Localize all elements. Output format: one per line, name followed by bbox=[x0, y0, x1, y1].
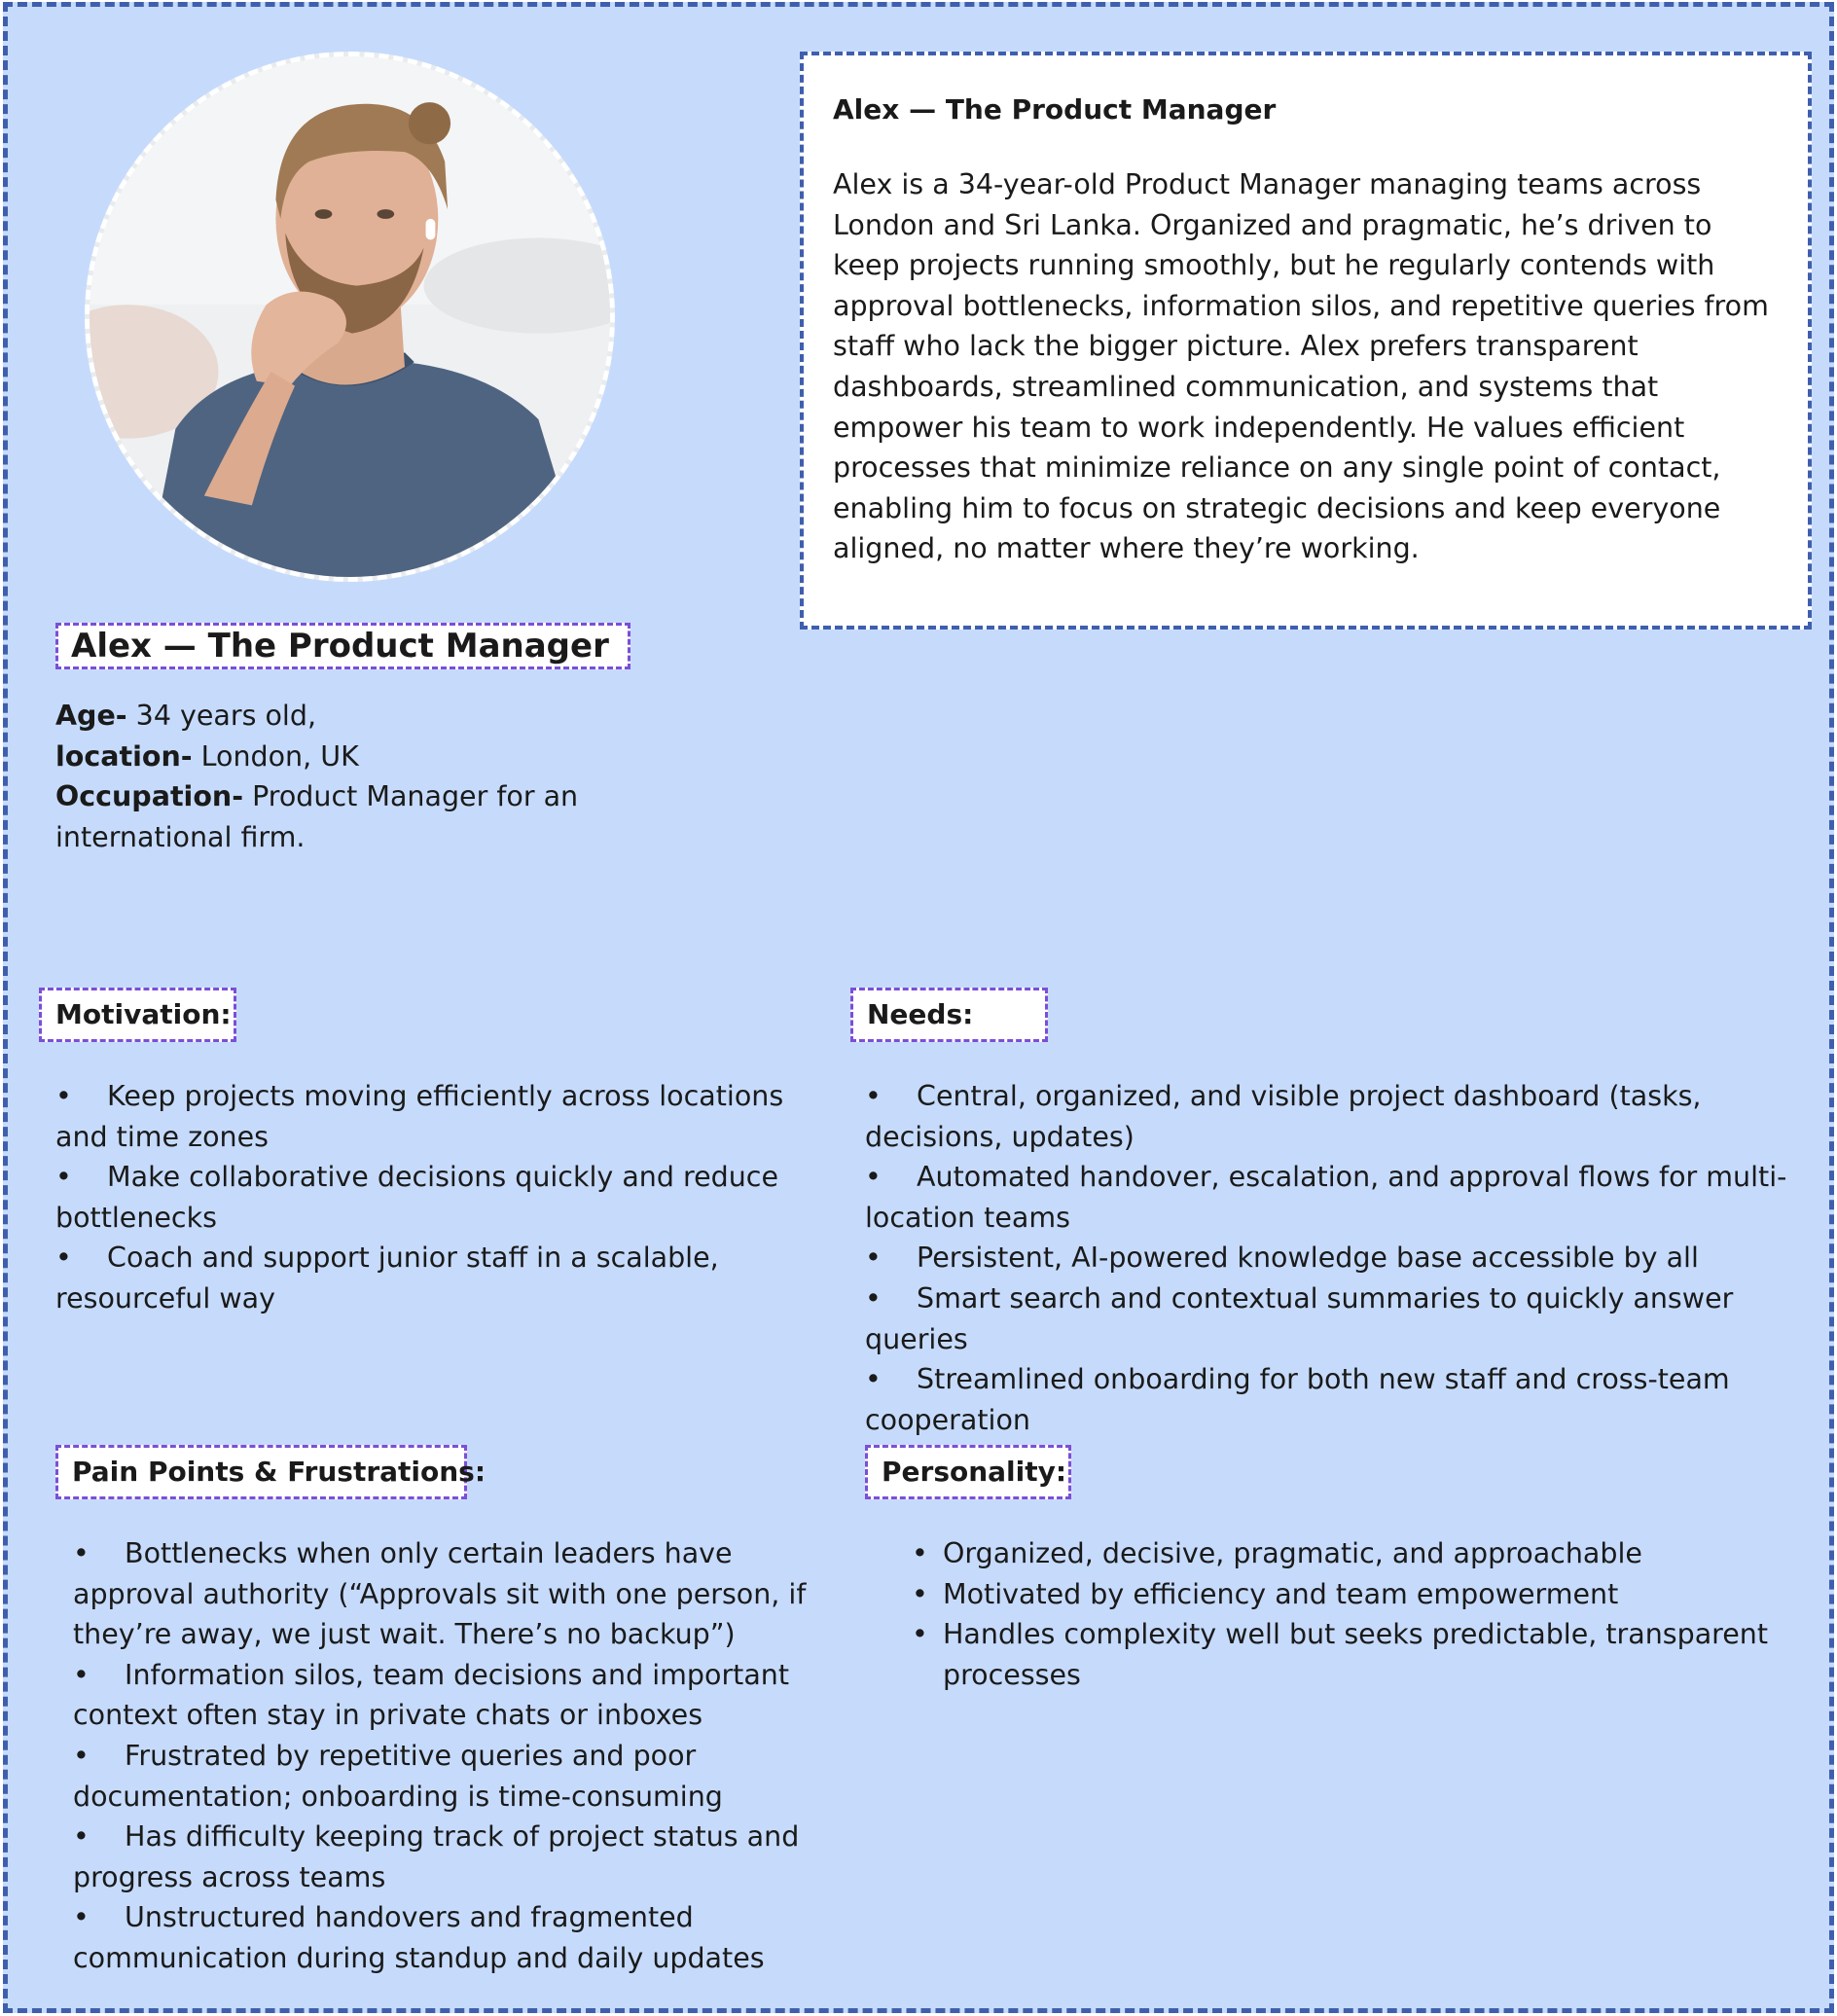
location-label: location- bbox=[55, 739, 193, 773]
persona-name: Alex — The Product Manager bbox=[55, 623, 630, 669]
occupation-value: Product Manager for an international firm. bbox=[55, 780, 579, 853]
list-item: • Keep projects moving efficiently across locations and time zones bbox=[55, 1080, 793, 1153]
list-item: • Information silos, team decisions and important context often stay in private chats or inboxes bbox=[73, 1658, 799, 1732]
motivation-label: Motivation: bbox=[39, 988, 236, 1042]
list-item: • Coach and support junior staff in a scalable, resourceful way bbox=[55, 1242, 728, 1314]
needs-list bbox=[865, 1076, 1799, 1440]
pain-points-label: Pain Points & Frustrations: bbox=[55, 1445, 467, 1499]
personality-list bbox=[912, 1533, 1787, 1695]
list-item: • Persistent, AI-powered knowledge base accessible by all bbox=[865, 1242, 1699, 1275]
list-item: • Automated handover, escalation, and approval flows for multi-location teams bbox=[865, 1161, 1787, 1234]
persona-details bbox=[55, 696, 600, 857]
age-label: Age- bbox=[55, 700, 127, 732]
list-item: • Smart search and contextual summaries to quickly answer queries bbox=[865, 1281, 1743, 1355]
list-item: • Streamlined onboarding for both new staff and cross-team cooperation bbox=[865, 1363, 1739, 1436]
persona-photo bbox=[85, 52, 615, 582]
occupation-label: Occupation- bbox=[55, 780, 244, 813]
bio-text: Alex is a 34-year-old Product Manager managing teams across London and Sri Lanka. Organized and pragmatic, he’s driven to keep projects running smoothly, but he regularly contends with approval bottlenecks, information silos, and repetitive queries from staff who lack the bigger picture. Alex prefers transparent dashboards, streamlined communication, and systems that empower his team to work independently. He values efficient processes that minimize reliance on any single point of contact, enabling him to focus on strategic decisions and keep everyone aligned, no matter where they’re working. bbox=[833, 168, 1769, 565]
list-item: • Central, organized, and visible project dashboard (tasks, decisions, updates) bbox=[865, 1080, 1711, 1153]
bio-card bbox=[800, 52, 1812, 630]
location-value: London, UK bbox=[192, 739, 359, 773]
personality-label: Personality: bbox=[865, 1445, 1071, 1499]
list-item: • Has difficulty keeping track of project status and progress across teams bbox=[73, 1820, 809, 1893]
pain-points-list bbox=[73, 1533, 851, 1979]
bio-title: Alex — The Product Manager bbox=[833, 93, 1277, 126]
list-item: • Frustrated by repetitive queries and poor documentation; onboarding is time-consuming bbox=[73, 1739, 723, 1813]
list-item: • Make collaborative decisions quickly and reduce bottlenecks bbox=[55, 1161, 788, 1234]
list-item: • Unstructured handovers and fragmented communication during standup and daily updates bbox=[73, 1901, 765, 1974]
list-item: • Bottlenecks when only certain leaders have approval authority (“Approvals sit with one person, if they’re away, we just wait. There’s no backup”) bbox=[73, 1537, 815, 1651]
list-item: • Motivated by efficiency and team empowerment bbox=[912, 1574, 1787, 1615]
needs-label: Needs: bbox=[850, 988, 1048, 1042]
location-row bbox=[55, 737, 600, 777]
list-item: • Handles complexity well but seeks predictable, transparent processes bbox=[912, 1614, 1787, 1695]
occupation-row bbox=[55, 776, 600, 857]
list-item: • Organized, decisive, pragmatic, and approachable bbox=[912, 1533, 1787, 1574]
age-value: 34 years old, bbox=[126, 700, 317, 732]
person-illustration-icon bbox=[90, 56, 610, 577]
age-row bbox=[55, 696, 600, 737]
motivation-list bbox=[55, 1076, 824, 1319]
